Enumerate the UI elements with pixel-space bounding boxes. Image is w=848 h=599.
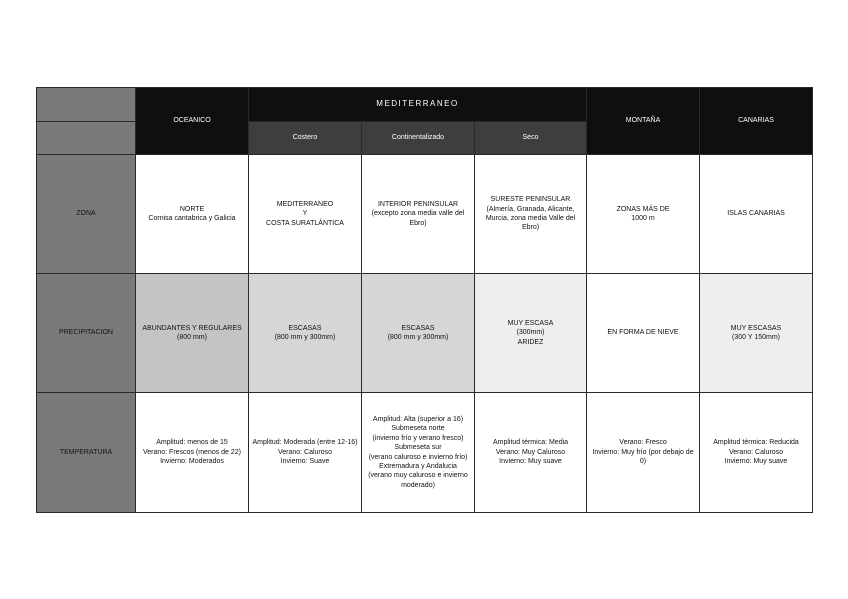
table-cell: ISLAS CANARIAS (700, 155, 813, 274)
table-cell: MUY ESCASAS (300 Y 150mm) (700, 274, 813, 393)
table-cell: ESCASAS (800 mm y 300mm) (249, 274, 362, 393)
subcol-header-costero: Costero (249, 122, 362, 155)
table-cell: MUY ESCASA (300mm) ARIDEZ (475, 274, 587, 393)
row-header-precipitacion: PRECIPITACION (37, 274, 136, 393)
row-header-temperatura: TEMPERATURA (37, 393, 136, 513)
table-cell: Amplitud: menos de 15 Verano: Frescos (menos de 22) Invierno: Moderados (136, 393, 249, 513)
col-header-oceanico: OCEANICO (136, 88, 249, 155)
table-cell: ESCASAS (800 mm y 300mm) (362, 274, 475, 393)
row-header-zona: ZONA (37, 155, 136, 274)
corner-cell (37, 88, 136, 122)
subcol-header-continentalizado: Continentalizado (362, 122, 475, 155)
table-cell: ABUNDANTES Y REGULARES (800 mm) (136, 274, 249, 393)
table-cell: Amplitud térmica: Media Verano: Muy Caluroso Invierno: Muy suave (475, 393, 587, 513)
col-header-canarias: CANARIAS (700, 88, 813, 155)
table-cell: ZONAS MÁS DE 1000 m (587, 155, 700, 274)
table-cell: NORTE Cornisa cantabrica y Galicia (136, 155, 249, 274)
table-cell: INTERIOR PENINSULAR (excepto zona media valle del Ebro) (362, 155, 475, 274)
table-cell: Verano: Fresco Invierno: Muy frío (por debajo de 0) (587, 393, 700, 513)
corner-cell-lower (37, 122, 136, 155)
table-row-zona (37, 155, 813, 274)
subcol-header-seco: Seco (475, 122, 587, 155)
table-cell: EN FORMA DE NIEVE (587, 274, 700, 393)
table-cell: MEDITERRANEO Y COSTA SURATLÁNTICA (249, 155, 362, 274)
table-cell: Amplitud: Alta (superior a 16) Submeseta norte (invierno frío y verano fresco) Submeseta sur (verano caluroso e invierno frío) Extremadura y Andalucia (verano muy caluroso e invierno moderado) (362, 393, 475, 513)
col-header-mediterraneo: MEDITERRANEO (249, 88, 587, 122)
table-cell: SURESTE PENINSULAR (Almería, Granada, Alicante, Murcia, zona media Valle del Ebro) (475, 155, 587, 274)
table-row-temperatura (37, 393, 813, 513)
table-row-precipitacion (37, 274, 813, 393)
table-cell: Amplitud térmica: Reducida Verano: Caluroso Invierno: Muy suave (700, 393, 813, 513)
climate-table (36, 87, 813, 513)
table-cell: Amplitud: Moderada (entre 12-16) Verano: Caluroso Invierno: Suave (249, 393, 362, 513)
col-header-montana: MONTAÑA (587, 88, 700, 155)
